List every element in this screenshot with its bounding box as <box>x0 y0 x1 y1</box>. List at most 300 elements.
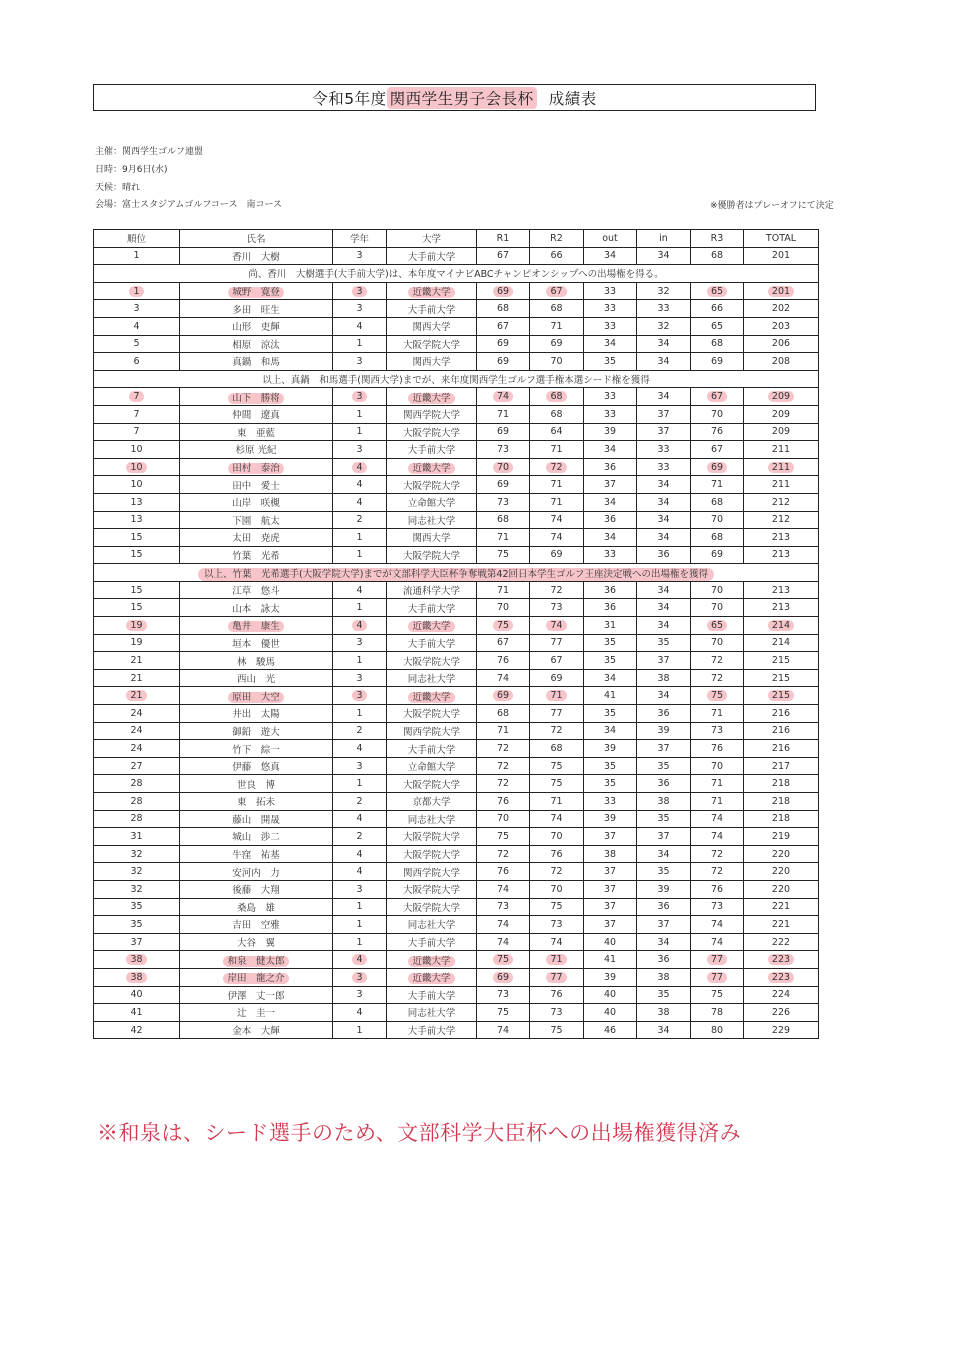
cell-out-text: 39 <box>603 743 617 755</box>
cell-r2 <box>530 493 584 511</box>
cell-r1 <box>477 810 530 828</box>
cell-grade <box>333 1004 387 1022</box>
cell-grade <box>333 529 387 547</box>
cell-out <box>584 476 637 494</box>
cell-in-text: 34 <box>657 391 670 403</box>
cell-in <box>637 335 691 353</box>
table-row <box>94 1021 819 1039</box>
cell-rank-text: 42 <box>130 1024 143 1036</box>
cell-r3-text: 65 <box>707 286 727 297</box>
cell-r1 <box>477 282 530 300</box>
cell-name <box>180 247 333 265</box>
cell-r2-text: 75 <box>550 901 563 913</box>
cell-rank-text: 10 <box>130 479 143 491</box>
notice-text: 尚、香川 大樹選手(大手前大学)は、本年度マイナビABCチャンピオンシップへの出場権を得る。 <box>248 269 664 281</box>
cell-rank <box>94 863 180 881</box>
cell-r3-text: 68 <box>710 531 724 543</box>
table-row <box>94 1004 819 1022</box>
table-row <box>94 933 819 951</box>
cell-r2 <box>530 740 584 758</box>
cell-r3 <box>691 511 744 529</box>
cell-univ <box>387 617 477 635</box>
cell-univ-text: 大手前大学 <box>407 251 456 263</box>
cell-r2-text: 72 <box>550 584 563 596</box>
cell-out-text: 36 <box>603 514 617 526</box>
cell-r1-text: 69 <box>496 355 510 367</box>
cell-grade-text: 4 <box>352 462 366 473</box>
cell-name <box>180 845 333 863</box>
cell-rank-text: 24 <box>130 743 143 755</box>
cell-grade <box>333 880 387 898</box>
results-body <box>94 247 819 1039</box>
cell-r2 <box>530 458 584 476</box>
cell-univ <box>387 757 477 775</box>
table-row <box>94 335 819 353</box>
cell-r3 <box>691 546 744 564</box>
cell-in <box>637 1021 691 1039</box>
cell-rank-text: 15 <box>130 602 143 614</box>
cell-univ-text: 関西大学 <box>412 357 451 369</box>
cell-univ <box>387 986 477 1004</box>
cell-r3-text: 69 <box>707 462 727 473</box>
cell-r1 <box>477 916 530 934</box>
cell-in-text: 38 <box>657 672 670 684</box>
cell-out-text: 46 <box>603 1024 617 1036</box>
cell-in-text: 36 <box>657 778 670 790</box>
cell-out <box>584 511 637 529</box>
cell-total-text: 229 <box>771 1024 791 1036</box>
cell-in-text: 34 <box>657 531 670 543</box>
cell-rank <box>94 441 180 459</box>
header-r3: R3 <box>691 230 744 248</box>
cell-total <box>744 793 819 811</box>
cell-grade-text: 3 <box>356 760 363 772</box>
cell-in-text: 36 <box>657 901 670 913</box>
cell-univ <box>387 458 477 476</box>
cell-grade <box>333 933 387 951</box>
cell-in <box>637 845 691 863</box>
cell-total-text: 215 <box>771 655 791 667</box>
cell-grade <box>333 916 387 934</box>
cell-univ-text: 大手前大学 <box>407 638 456 650</box>
cell-r3 <box>691 951 744 969</box>
cell-r2-text: 72 <box>550 866 563 878</box>
cell-univ-text: 近畿大学 <box>408 463 454 474</box>
cell-grade-text: 3 <box>356 883 363 895</box>
cell-r2 <box>530 880 584 898</box>
table-row <box>94 669 819 687</box>
cell-rank-text: 5 <box>133 338 140 350</box>
cell-out <box>584 740 637 758</box>
cell-univ-text: 近畿大学 <box>408 621 454 632</box>
cell-r3 <box>691 282 744 300</box>
cell-r2 <box>530 916 584 934</box>
cell-rank-text: 31 <box>130 830 143 842</box>
cell-r3 <box>691 405 744 423</box>
cell-out <box>584 705 637 723</box>
cell-grade-text: 4 <box>356 866 363 878</box>
cell-out <box>584 335 637 353</box>
cell-total <box>744 951 819 969</box>
cell-out-text: 31 <box>603 619 617 631</box>
cell-total <box>744 775 819 793</box>
cell-in-text: 37 <box>657 918 670 930</box>
cell-total-text: 217 <box>771 760 791 772</box>
cell-r2 <box>530 652 584 670</box>
cell-name-text: 牛窪 祐基 <box>232 850 280 862</box>
table-row <box>94 599 819 617</box>
cell-out-text: 34 <box>603 725 617 737</box>
cell-r2-text: 75 <box>550 778 563 790</box>
cell-rank <box>94 458 180 476</box>
table-row <box>94 775 819 793</box>
cell-out-text: 40 <box>603 1006 617 1018</box>
cell-univ-text: 大阪学院大学 <box>402 427 460 439</box>
cell-total <box>744 247 819 265</box>
table-row <box>94 740 819 758</box>
cell-r1-text: 68 <box>496 303 510 315</box>
cell-out <box>584 687 637 705</box>
cell-total <box>744 617 819 635</box>
cell-in-text: 35 <box>657 866 670 878</box>
cell-r1-text: 73 <box>496 443 510 455</box>
cell-r1 <box>477 845 530 863</box>
cell-r3 <box>691 652 744 670</box>
cell-grade-text: 4 <box>356 479 363 491</box>
cell-univ-text: 大手前大学 <box>407 445 456 457</box>
cell-r3 <box>691 916 744 934</box>
cell-in <box>637 722 691 740</box>
cell-univ <box>387 546 477 564</box>
page-title <box>93 84 816 111</box>
cell-out <box>584 546 637 564</box>
cell-univ-text: 近畿大学 <box>408 692 454 703</box>
cell-rank <box>94 828 180 846</box>
cell-r2 <box>530 863 584 881</box>
cell-r1-text: 75 <box>496 549 510 561</box>
cell-r3-text: 69 <box>710 549 724 561</box>
footnote: ※和泉は、シード選手のため、文部科学大臣杯への出場権獲得済み <box>97 1121 742 1145</box>
cell-r1-text: 76 <box>496 866 510 878</box>
cell-r2-text: 73 <box>550 1006 563 1018</box>
cell-r2 <box>530 1004 584 1022</box>
cell-total-text: 213 <box>771 584 791 596</box>
cell-out <box>584 581 637 599</box>
cell-grade <box>333 722 387 740</box>
cell-univ <box>387 599 477 617</box>
cell-r3 <box>691 599 744 617</box>
cell-in-text: 34 <box>657 250 670 262</box>
cell-rank-text: 35 <box>130 918 143 930</box>
cell-out <box>584 722 637 740</box>
cell-grade <box>333 863 387 881</box>
cell-in <box>637 933 691 951</box>
cell-in <box>637 529 691 547</box>
cell-total <box>744 405 819 423</box>
cell-name <box>180 775 333 793</box>
cell-name <box>180 687 333 705</box>
cell-univ-text: 関西大学 <box>412 322 451 334</box>
cell-in <box>637 511 691 529</box>
cell-r1 <box>477 353 530 371</box>
cell-in-text: 37 <box>657 830 670 842</box>
cell-name-text: 垣本 優世 <box>232 638 280 650</box>
cell-r3 <box>691 968 744 986</box>
cell-r3 <box>691 300 744 318</box>
cell-r1 <box>477 863 530 881</box>
cell-grade <box>333 353 387 371</box>
cell-r3-text: 72 <box>710 848 724 860</box>
cell-rank <box>94 247 180 265</box>
cell-in-text: 33 <box>657 461 670 473</box>
cell-univ-text: 近畿大学 <box>408 393 454 404</box>
cell-r1 <box>477 933 530 951</box>
cell-in-text: 35 <box>657 637 670 649</box>
cell-out <box>584 810 637 828</box>
cell-univ-text: 大手前大学 <box>407 744 456 756</box>
cell-name <box>180 493 333 511</box>
cell-grade-text: 1 <box>356 707 363 719</box>
cell-out <box>584 775 637 793</box>
header-r1: R1 <box>477 230 530 248</box>
cell-r2 <box>530 282 584 300</box>
cell-r3-text: 68 <box>710 496 724 508</box>
cell-r2-text: 72 <box>550 725 563 737</box>
cell-r1 <box>477 1021 530 1039</box>
cell-total-text: 222 <box>771 936 791 948</box>
notice-cell <box>94 564 819 582</box>
cell-in <box>637 476 691 494</box>
cell-rank <box>94 845 180 863</box>
cell-total-text: 203 <box>771 320 791 332</box>
cell-total <box>744 493 819 511</box>
cell-total <box>744 652 819 670</box>
cell-r2-text: 71 <box>550 443 563 455</box>
cell-out-text: 33 <box>603 391 617 403</box>
cell-grade-text: 3 <box>356 250 363 262</box>
cell-name <box>180 898 333 916</box>
cell-univ-text: 大阪学院大学 <box>402 832 460 844</box>
cell-r3-text: 76 <box>710 743 724 755</box>
cell-r1-text: 67 <box>496 320 510 332</box>
cell-rank-text: 32 <box>130 883 143 895</box>
cell-out <box>584 441 637 459</box>
cell-total-text: 223 <box>768 954 794 965</box>
cell-in <box>637 405 691 423</box>
cell-rank <box>94 898 180 916</box>
cell-univ-text: 大手前大学 <box>407 938 456 950</box>
cell-r1-text: 75 <box>496 1006 510 1018</box>
cell-univ <box>387 722 477 740</box>
cell-univ <box>387 775 477 793</box>
cell-rank-text: 28 <box>130 778 143 790</box>
cell-r1 <box>477 986 530 1004</box>
cell-univ <box>387 581 477 599</box>
table-row <box>94 722 819 740</box>
cell-rank <box>94 529 180 547</box>
cell-r3-text: 72 <box>710 672 724 684</box>
cell-univ-text: 同志社大学 <box>407 1008 456 1020</box>
cell-name-text: 多田 旺生 <box>232 304 280 316</box>
cell-out <box>584 388 637 406</box>
cell-grade <box>333 388 387 406</box>
cell-rank-text: 10 <box>130 443 143 455</box>
notice-text: 以上、竹葉 光希選手(大阪学院大学)までが文部科学大臣杯争奪戦第42回日本学生ゴルフ王座決定戦への出場権を獲得 <box>198 568 714 581</box>
cell-r3-text: 69 <box>710 355 724 367</box>
cell-in <box>637 687 691 705</box>
cell-r3-text: 67 <box>710 443 724 455</box>
cell-name-text: 山岸 咲槻 <box>232 498 280 510</box>
cell-in <box>637 757 691 775</box>
cell-in <box>637 247 691 265</box>
cell-in <box>637 617 691 635</box>
cell-r3-text: 70 <box>710 602 724 614</box>
organizer-text: 主催：関西学生ゴルフ連盟 <box>95 147 204 157</box>
cell-rank-text: 7 <box>129 391 143 402</box>
cell-out <box>584 282 637 300</box>
cell-grade <box>333 476 387 494</box>
header-total: TOTAL <box>744 230 819 248</box>
cell-univ-text: 大阪学院大学 <box>402 850 460 862</box>
cell-in-text: 34 <box>657 338 670 350</box>
cell-grade-text: 3 <box>356 989 363 1001</box>
cell-total <box>744 388 819 406</box>
cell-rank <box>94 986 180 1004</box>
cell-r2 <box>530 441 584 459</box>
cell-name-text: 真鍋 和馬 <box>232 357 280 369</box>
cell-name <box>180 511 333 529</box>
cell-total <box>744 634 819 652</box>
cell-r2-text: 70 <box>550 830 563 842</box>
cell-r1-text: 76 <box>496 655 510 667</box>
cell-in <box>637 986 691 1004</box>
cell-grade-text: 1 <box>356 918 363 930</box>
cell-univ-text: 京都大学 <box>412 797 451 809</box>
cell-total-text: 218 <box>771 813 791 825</box>
cell-total-text: 218 <box>771 778 791 790</box>
cell-r3 <box>691 634 744 652</box>
cell-r1-text: 69 <box>493 690 513 701</box>
cell-grade <box>333 511 387 529</box>
cell-r1 <box>477 705 530 723</box>
cell-r1 <box>477 617 530 635</box>
cell-grade <box>333 968 387 986</box>
cell-rank <box>94 669 180 687</box>
cell-univ-text: 大手前大学 <box>407 990 456 1002</box>
cell-r3-text: 65 <box>707 620 727 631</box>
cell-r2 <box>530 599 584 617</box>
cell-univ <box>387 652 477 670</box>
cell-rank <box>94 300 180 318</box>
cell-r3-text: 74 <box>710 813 724 825</box>
weather-text: 天候：晴れ <box>95 183 141 193</box>
cell-total <box>744 1021 819 1039</box>
cell-r2-text: 70 <box>550 355 563 367</box>
cell-r2-text: 70 <box>550 883 563 895</box>
cell-r3-text: 66 <box>710 303 724 315</box>
cell-in-text: 34 <box>657 1024 670 1036</box>
cell-r1 <box>477 951 530 969</box>
cell-univ-text: 大手前大学 <box>407 304 456 316</box>
cell-r2 <box>530 247 584 265</box>
cell-r2 <box>530 634 584 652</box>
cell-rank <box>94 388 180 406</box>
cell-rank <box>94 722 180 740</box>
cell-grade-text: 1 <box>356 549 363 561</box>
cell-total <box>744 740 819 758</box>
cell-grade-text: 4 <box>356 1006 363 1018</box>
cell-r3 <box>691 423 744 441</box>
cell-r2 <box>530 845 584 863</box>
cell-total-text: 208 <box>771 355 791 367</box>
cell-rank-text: 13 <box>130 514 143 526</box>
cell-name-text: 桑島 雄 <box>236 902 275 914</box>
cell-name <box>180 951 333 969</box>
cell-total <box>744 916 819 934</box>
cell-r2-text: 76 <box>550 989 563 1001</box>
cell-out <box>584 968 637 986</box>
table-row <box>94 388 819 406</box>
cell-r3 <box>691 529 744 547</box>
cell-grade <box>333 634 387 652</box>
cell-out <box>584 529 637 547</box>
cell-out <box>584 405 637 423</box>
cell-r1-text: 75 <box>493 620 513 631</box>
cell-univ-text: 近畿大学 <box>408 287 454 298</box>
cell-total <box>744 880 819 898</box>
cell-total-text: 211 <box>768 462 794 473</box>
cell-name <box>180 529 333 547</box>
cell-r1 <box>477 423 530 441</box>
header-r2: R2 <box>530 230 584 248</box>
header-in: in <box>637 230 691 248</box>
cell-out <box>584 634 637 652</box>
cell-univ <box>387 511 477 529</box>
cell-name-text: 江草 悠斗 <box>232 586 280 598</box>
cell-out-text: 37 <box>603 830 617 842</box>
cell-r3 <box>691 705 744 723</box>
cell-rank <box>94 634 180 652</box>
cell-univ <box>387 423 477 441</box>
cell-r1 <box>477 458 530 476</box>
cell-in-text: 37 <box>657 426 670 438</box>
cell-name-text: 東 亜藍 <box>236 427 275 439</box>
cell-name <box>180 1021 333 1039</box>
cell-univ <box>387 1004 477 1022</box>
cell-in-text: 37 <box>657 743 670 755</box>
cell-in <box>637 951 691 969</box>
cell-out-text: 33 <box>603 549 617 561</box>
cell-r2-text: 71 <box>550 479 563 491</box>
cell-r3 <box>691 793 744 811</box>
cell-in <box>637 581 691 599</box>
table-row <box>94 705 819 723</box>
cell-out <box>584 652 637 670</box>
cell-rank-text: 24 <box>130 707 143 719</box>
cell-rank-text: 24 <box>130 725 143 737</box>
cell-name-text: 和泉 健太郎 <box>223 956 288 967</box>
cell-r2 <box>530 335 584 353</box>
cell-grade-text: 3 <box>352 391 366 402</box>
cell-total-text: 215 <box>768 690 794 701</box>
cell-r1 <box>477 388 530 406</box>
cell-name <box>180 353 333 371</box>
cell-in-text: 33 <box>657 443 670 455</box>
cell-in <box>637 669 691 687</box>
cell-r3-text: 74 <box>710 918 724 930</box>
cell-name <box>180 880 333 898</box>
cell-r3-text: 70 <box>710 408 724 420</box>
